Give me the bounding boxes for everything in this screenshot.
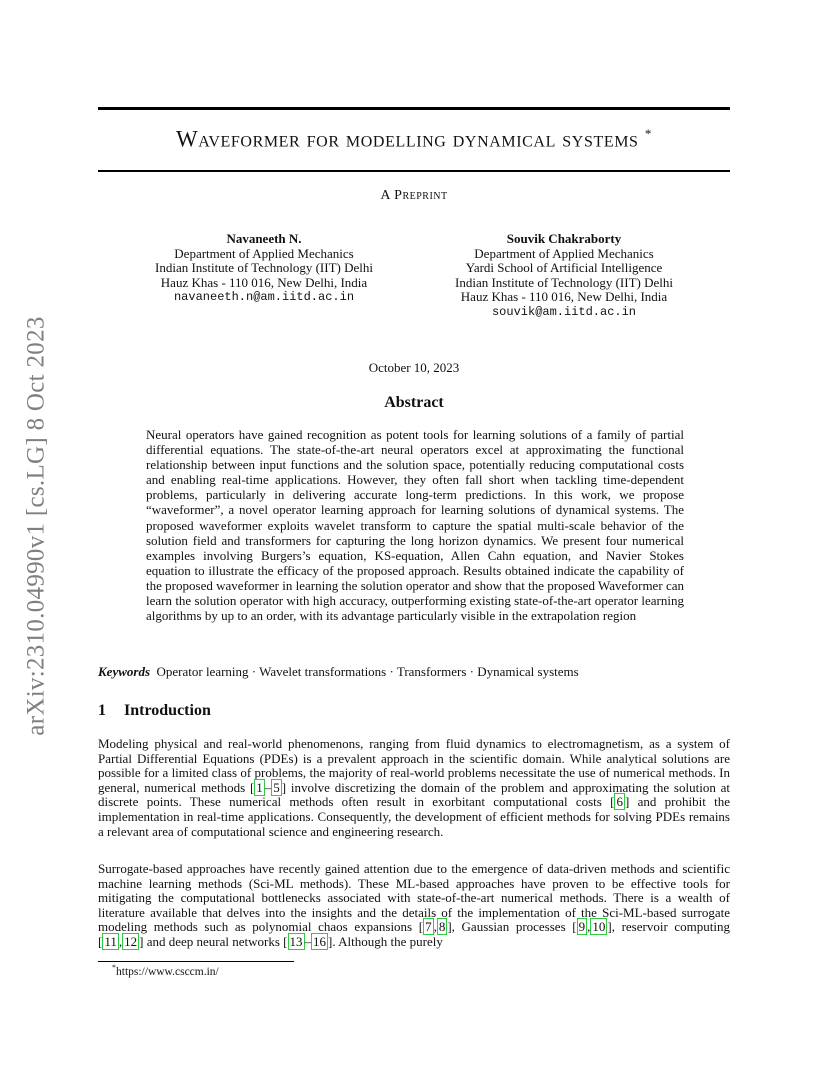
title-bottom-rule [98,170,730,172]
paragraph-text: involve discretizing the domain of the problem and approximating the solution at discrete points. These numerical methods often result in exorbitant computational costs [98,779,731,810]
citation-link[interactable]: 10 [592,919,606,935]
author-block-2 [432,232,696,320]
keywords-label: Keywords [98,664,150,679]
footnote-url[interactable]: https://www.csccm.in/ [116,965,219,978]
citation-link[interactable]: 9 [578,919,586,935]
citation-link[interactable]: 16 [313,933,327,949]
paper-title [98,126,730,153]
author-institution: Indian Institute of Technology (IIT) Delhi [455,274,673,290]
title-footnote-mark[interactable]: * [644,126,652,141]
paragraph-text: Modeling physical and real-world phenomenons, ranging from fluid dynamics to electromagnetism, as a system of Partial Differential Equations (PDEs) is a prevalent approach in the scientific domain. While analytical solutions are possible for a limited class of problems, the majority of real-world problems necessitate the use of numerical methods. In general, numerical methods [98,736,730,795]
author-email[interactable]: souvik@am.iitd.ac.in [491,304,637,319]
paragraph-text: . Although the purely [332,933,443,949]
title-top-rule [98,107,730,110]
author-department: Department of Applied Mechanics [474,245,654,261]
keywords [98,664,730,680]
citation-link[interactable]: 13 [289,933,303,949]
author-name: Navaneeth N. [226,231,302,246]
paper-title-text: Waveformer for modelling dynamical systems [175,126,639,152]
footnote [112,963,219,978]
keywords-text: Operator learning · Wavelet transformations · Transformers · Dynamical systems [156,664,579,679]
citation-link[interactable]: 11 [104,933,117,949]
preprint-label: A Preprint [380,188,448,203]
footnote-mark: * [112,963,116,972]
intro-paragraph-2: Surrogate-based approaches have recently gained attention due to the emergence of data-driven methods and scientific machine learning methods (Sci-ML methods). These ML-based approaches have proven to be effective tools for mitigating the computational bottlenecks associated with state-of-the-art numerical methods. There is a wealth of literature available that delves into the insights and the details of the implementation of the Sci-ML-based surrogate modeling methods such as polynomial chaos expansions [ 7 , 8 ], Gaussian processes [ 9 , 10 ], reservoir computing [ 11 , 12 ] and deep neural networks [ 13 – 16 ]. Although the purely [98,861,730,949]
paragraph-text: , Gaussian processes [451,919,573,935]
paper-date: October 10, 2023 [368,360,460,375]
intro-paragraph-1: Modeling physical and real-world phenomenons, ranging from fluid dynamics to electromagnetism, as a system of Partial Differential Equations (PDEs) is a prevalent approach in the scientific domain. While analytical solutions are possible for a limited class of problems, the majority of real-world problems necessitate the use of numerical methods. In general, numerical methods [ 1 – 5 ] involve discretizing the domain of the problem and approximating the solution at discrete points. These numerical methods often result in exorbitant computational costs [ 6 ] and prohibit the implementation in real-time applications. Consequently, the development of efficient methods for solving PDEs remains a relevant area of computational science and engineering research. [98,736,731,839]
author-block-1 [128,232,400,305]
author-address: Hauz Khas - 110 016, New Delhi, India [160,274,368,290]
abstract-text: Neural operators have gained recognition as potent tools for learning solutions of a family of partial differential equations. The state-of-the-art neural operators excel at approximating the functional relationship between input functions and the solution space, potentially reducing computational costs and enabling real-time applications. However, they often fall short when tackling time-dependent problems, particularly in delivering accurate long-term predictions. In this work, we propose “waveformer”, a novel operator learning approach for learning solutions of dynamical systems. The proposed waveformer exploits wavelet transform to capture the spatial multi-scale behavior of the solution field and transformers for capturing the long horizon dynamics. We present four numerical examples involving Burgers’s equation, KS-equation, Allen Cahn equation, and Navier Stokes equation to illustrate the efficacy of the proposed approach. Results obtained indicate the capability of the proposed waveformer in learning the solution operator and show that the proposed Waveformer can learn the solution operator with high accuracy, outperforming existing state-of-the-art operator learning algorithms by up to an order, with its advantage particularly visible in the extrapolation region [146,427,684,624]
arxiv-stamp [22,296,52,756]
section-heading [98,702,211,720]
citation-link[interactable]: 5 [273,779,280,795]
arxiv-stamp-text: arXiv:2310.04990v1 [cs.LG] 8 Oct 2023 [23,316,50,736]
citation-link[interactable]: 6 [616,794,623,810]
section-title: Introduction [124,702,211,719]
paragraph-text: , reservoir computing [611,919,730,935]
author-institution: Indian Institute of Technology (IIT) Delhi [155,260,373,276]
footnote-rule [98,961,294,962]
citation-link[interactable]: 12 [124,933,138,949]
citation-link[interactable]: 7 [425,919,432,935]
section-number: 1 [98,702,106,719]
citation-link[interactable]: 1 [256,779,263,795]
author-name: Souvik Chakraborty [506,231,622,246]
abstract-heading: Abstract [384,394,444,411]
citation-link[interactable]: 8 [438,919,446,935]
citation-range-dash: – [264,779,272,795]
paragraph-text: and deep neural networks [143,933,284,949]
author-school: Yardi School of Artificial Intelligence [465,260,663,276]
author-department: Department of Applied Mechanics [174,245,354,261]
author-email[interactable]: navaneeth.n@am.iitd.ac.in [173,290,355,305]
paragraph-text: Surrogate-based approaches have recently gained attention due to the emergence of data-driven methods and scientific machine learning methods (Sci-ML methods). These ML-based approaches have proven to be effective tools for mitigating the computational bottlenecks associated with state-of-the-art numerical methods. There is a wealth of literature available that delves into the insights and the details of the implementation of the Sci-ML-based surrogate modeling methods such as polynomial chaos expansions [98,861,730,935]
paragraph-text: and prohibit the implementation in real-time applications. Consequently, the development of efficient methods for solving PDEs remains a relevant area of computational science and engineering research. [98,794,730,839]
author-address: Hauz Khas - 110 016, New Delhi, India [460,289,668,305]
